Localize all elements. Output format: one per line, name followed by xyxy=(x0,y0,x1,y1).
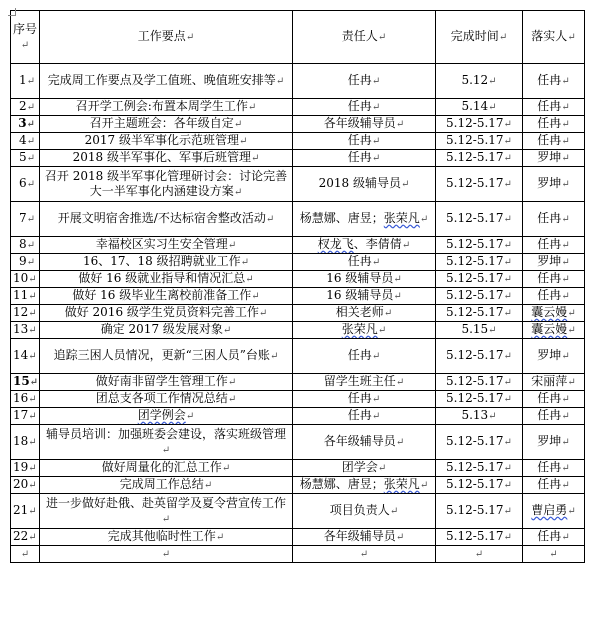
row-time: 5.13↵ xyxy=(436,408,523,425)
row-owner: 16 级辅导员↵ xyxy=(293,288,436,305)
row-owner: 杈龙飞、李倩倩↵ xyxy=(293,237,436,254)
row-index: 9↵ xyxy=(11,254,40,271)
row-executor: 任冉↵ xyxy=(523,64,585,99)
table-row xyxy=(11,150,585,167)
row-index: 1↵ xyxy=(11,64,40,99)
header-owner: 责任人↵ xyxy=(293,11,436,64)
row-time: 5.12-5.17↵ xyxy=(436,374,523,391)
row-index: 6↵ xyxy=(11,167,40,202)
row-task: 召开学工例会:布置本周学生工作↵ xyxy=(40,99,293,116)
row-task: 开展文明宿舍推选/不达标宿舍整改活动↵ xyxy=(40,202,293,237)
row-owner: 各年级辅导员↵ xyxy=(293,116,436,133)
header-time: 完成时间↵ xyxy=(436,11,523,64)
row-time: 5.12↵ xyxy=(436,64,523,99)
page-corner-mark xyxy=(8,8,16,16)
row-owner: 任冉↵ xyxy=(293,99,436,116)
row-index: 4↵ xyxy=(11,133,40,150)
table-row xyxy=(11,477,585,494)
row-time: 5.12-5.17↵ xyxy=(436,116,523,133)
row-owner: 16 级辅导员↵ xyxy=(293,271,436,288)
row-executor: 曹启勇↵ xyxy=(523,494,585,529)
row-index: 20↵ xyxy=(11,477,40,494)
row-index: 14↵ xyxy=(11,339,40,374)
row-task: 进一步做好赴俄、赴英留学及夏令营宣传工作↵ xyxy=(40,494,293,529)
row-time: 5.12-5.17↵ xyxy=(436,133,523,150)
row-owner: 任冉↵ xyxy=(293,150,436,167)
table-row xyxy=(11,271,585,288)
row-time: 5.12-5.17↵ xyxy=(436,425,523,460)
row-task: 完成周工作要点及学工值班、晚值班安排等↵ xyxy=(40,64,293,99)
empty-cell: ↵ xyxy=(436,546,523,563)
row-index: 18↵ xyxy=(11,425,40,460)
row-index: 17↵ xyxy=(11,408,40,425)
row-executor: 任冉↵ xyxy=(523,99,585,116)
work-plan-sheet xyxy=(10,10,585,563)
row-time: 5.12-5.17↵ xyxy=(436,150,523,167)
row-time: 5.12-5.17↵ xyxy=(436,391,523,408)
row-task: 做好周量化的汇总工作↵ xyxy=(40,460,293,477)
row-executor: 罗坤↵ xyxy=(523,425,585,460)
row-owner: 张荣凡↵ xyxy=(293,322,436,339)
row-executor: 任冉↵ xyxy=(523,288,585,305)
row-index: 19↵ xyxy=(11,460,40,477)
row-index: 21↵ xyxy=(11,494,40,529)
empty-cell: ↵ xyxy=(523,546,585,563)
row-task: 召开 2018 级半军事化管理研讨会：讨论完善大一半军事化内涵建设方案↵ xyxy=(40,167,293,202)
row-task: 2017 级半军事化示范班管理↵ xyxy=(40,133,293,150)
row-index: 3↵ xyxy=(11,116,40,133)
row-executor: 囊云嫚↵ xyxy=(523,305,585,322)
table-row xyxy=(11,322,585,339)
row-executor: 宋丽萍↵ xyxy=(523,374,585,391)
table-row xyxy=(11,391,585,408)
table-row-empty xyxy=(11,546,585,563)
row-time: 5.15↵ xyxy=(436,322,523,339)
table-row xyxy=(11,167,585,202)
row-task: 2018 级半军事化、军事后班管理↵ xyxy=(40,150,293,167)
row-task: 做好 16 级就业指导和情况汇总↵ xyxy=(40,271,293,288)
empty-cell: ↵ xyxy=(293,546,436,563)
row-task: 做好 16 级毕业生离校前准备工作↵ xyxy=(40,288,293,305)
row-owner: 任冉↵ xyxy=(293,391,436,408)
row-task: 幸福校区实习生安全管理↵ xyxy=(40,237,293,254)
row-owner: 任冉↵ xyxy=(293,408,436,425)
table-row xyxy=(11,339,585,374)
row-task: 召开主题班会：各年级自定↵ xyxy=(40,116,293,133)
header-task: 工作要点↵ xyxy=(40,11,293,64)
row-index: 16↵ xyxy=(11,391,40,408)
row-owner: 团学会↵ xyxy=(293,460,436,477)
row-owner: 任冉↵ xyxy=(293,254,436,271)
row-executor: 任冉↵ xyxy=(523,529,585,546)
row-task: 团总支各项工作情况总结↵ xyxy=(40,391,293,408)
row-owner: 项目负责人↵ xyxy=(293,494,436,529)
table-row xyxy=(11,529,585,546)
row-index: 10↵ xyxy=(11,271,40,288)
row-owner: 相关老师↵ xyxy=(293,305,436,322)
row-owner: 留学生班主任↵ xyxy=(293,374,436,391)
row-task: 做好 2016 级学生党员资料完善工作↵ xyxy=(40,305,293,322)
row-executor: 任冉↵ xyxy=(523,133,585,150)
row-executor: 任冉↵ xyxy=(523,237,585,254)
table-row xyxy=(11,425,585,460)
row-time: 5.12-5.17↵ xyxy=(436,460,523,477)
row-index: 12↵ xyxy=(11,305,40,322)
row-time: 5.12-5.17↵ xyxy=(436,237,523,254)
row-executor: 任冉↵ xyxy=(523,460,585,477)
row-executor: 罗坤↵ xyxy=(523,167,585,202)
row-time: 5.14↵ xyxy=(436,99,523,116)
row-owner: 2018 级辅导员↵ xyxy=(293,167,436,202)
row-executor: 罗坤↵ xyxy=(523,150,585,167)
row-owner: 各年级辅导员↵ xyxy=(293,425,436,460)
row-executor: 囊云嫚↵ xyxy=(523,322,585,339)
table-row xyxy=(11,202,585,237)
row-time: 5.12-5.17↵ xyxy=(436,167,523,202)
row-index: 13↵ xyxy=(11,322,40,339)
row-executor: 罗坤↵ xyxy=(523,339,585,374)
row-task: 做好南非留学生管理工作↵ xyxy=(40,374,293,391)
table-row xyxy=(11,116,585,133)
row-time: 5.12-5.17↵ xyxy=(436,271,523,288)
row-time: 5.12-5.17↵ xyxy=(436,477,523,494)
row-executor: 任冉↵ xyxy=(523,408,585,425)
row-owner: 任冉↵ xyxy=(293,133,436,150)
table-row xyxy=(11,133,585,150)
row-executor: 任冉↵ xyxy=(523,477,585,494)
row-index: 15↵ xyxy=(11,374,40,391)
row-executor: 任冉↵ xyxy=(523,391,585,408)
table-header-row xyxy=(11,11,585,64)
table-row xyxy=(11,494,585,529)
table-row xyxy=(11,288,585,305)
row-task: 团学例会↵ xyxy=(40,408,293,425)
row-executor: 任冉↵ xyxy=(523,202,585,237)
table-row xyxy=(11,254,585,271)
row-owner: 任冉↵ xyxy=(293,64,436,99)
row-task: 16、17、18 级招聘就业工作↵ xyxy=(40,254,293,271)
row-time: 5.12-5.17↵ xyxy=(436,288,523,305)
row-index: 5↵ xyxy=(11,150,40,167)
row-executor: 任冉↵ xyxy=(523,271,585,288)
row-owner: 任冉↵ xyxy=(293,339,436,374)
empty-cell: ↵ xyxy=(40,546,293,563)
row-executor: 任冉↵ xyxy=(523,116,585,133)
row-task: 辅导员培训：加强班委会建设，落实班级管理↵ xyxy=(40,425,293,460)
row-index: 7↵ xyxy=(11,202,40,237)
table-row xyxy=(11,64,585,99)
table-row xyxy=(11,374,585,391)
table-row xyxy=(11,408,585,425)
row-task: 完成周工作总结↵ xyxy=(40,477,293,494)
row-task: 追踪三困人员情况，更新“三困人员”台账↵ xyxy=(40,339,293,374)
row-time: 5.12-5.17↵ xyxy=(436,494,523,529)
row-task: 完成其他临时性工作↵ xyxy=(40,529,293,546)
header-executor: 落实人↵ xyxy=(523,11,585,64)
row-index: 11↵ xyxy=(11,288,40,305)
table-row xyxy=(11,237,585,254)
row-time: 5.12-5.17↵ xyxy=(436,305,523,322)
row-owner: 各年级辅导员↵ xyxy=(293,529,436,546)
row-index: 22↵ xyxy=(11,529,40,546)
row-time: 5.12-5.17↵ xyxy=(436,339,523,374)
row-index: 2↵ xyxy=(11,99,40,116)
header-index: 序号↵ xyxy=(11,11,40,64)
row-time: 5.12-5.17↵ xyxy=(436,202,523,237)
work-plan-table xyxy=(10,10,585,563)
table-row xyxy=(11,305,585,322)
row-index: 8↵ xyxy=(11,237,40,254)
row-time: 5.12-5.17↵ xyxy=(436,529,523,546)
row-executor: 罗坤↵ xyxy=(523,254,585,271)
row-task: 确定 2017 级发展对象↵ xyxy=(40,322,293,339)
row-owner: 杨慧娜、唐昱；张荣凡↵ xyxy=(293,477,436,494)
row-time: 5.12-5.17↵ xyxy=(436,254,523,271)
row-owner: 杨慧娜、唐昱；张荣凡↵ xyxy=(293,202,436,237)
table-row xyxy=(11,460,585,477)
empty-cell: ↵ xyxy=(11,546,40,563)
table-row xyxy=(11,99,585,116)
